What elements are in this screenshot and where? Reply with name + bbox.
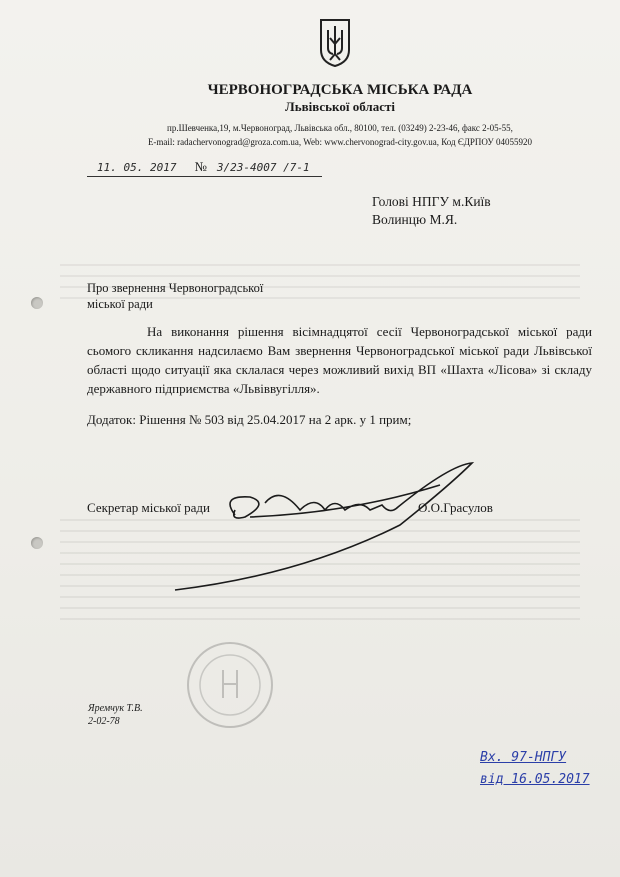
contacts-line: E-mail: radachervonograd@groza.com.ua, Web: www.chervonograd-city.gov.ua, Код ЄДРПОУ 04055920 bbox=[147, 137, 533, 147]
organization-name: ЧЕРВОНОГРАДСЬКА МІСЬКА РАДА bbox=[207, 82, 473, 98]
registration-line bbox=[87, 158, 322, 177]
coat-of-arms-icon bbox=[318, 18, 352, 68]
recipient-name: Волинцю М.Я. bbox=[372, 212, 458, 227]
signer-name: О.О.Грасулов bbox=[418, 500, 493, 515]
contacts-block bbox=[100, 121, 580, 149]
address-line: пр.Шевченка,19, м.Червоноград, Львівська обл., 80100, тел. (03249) 2-23-46, факс 2-05-55, bbox=[167, 123, 513, 133]
executor-name: Яремчук Т.В. bbox=[88, 703, 143, 714]
subject-block bbox=[87, 280, 263, 312]
attachment-line: Додаток: Рішення № 503 від 25.04.2017 на 2 арк. у 1 прим; bbox=[87, 412, 412, 427]
incoming-date: від 16.05.2017 bbox=[480, 772, 590, 787]
subject-line: міської ради bbox=[87, 297, 153, 311]
ghost-text bbox=[400, 40, 408, 74]
organization-region: Львівської області bbox=[285, 99, 395, 114]
seal-stamp bbox=[185, 640, 275, 730]
recipient-title: Голові НПГУ м.Київ bbox=[372, 194, 491, 209]
incoming-number: Вх. 97-НПГУ bbox=[480, 750, 567, 765]
number-sign: № bbox=[194, 159, 207, 174]
signature-position: Секретар міської ради bbox=[87, 500, 210, 515]
punch-hole bbox=[31, 537, 43, 549]
registration-date: 11. 05. 2017 bbox=[97, 161, 177, 174]
registration-number: 3/23-4007 /7-1 bbox=[216, 161, 310, 174]
punch-hole bbox=[31, 297, 43, 309]
subject-line: Про звернення Червоноградської bbox=[87, 281, 264, 295]
executor-block bbox=[88, 702, 143, 728]
handwritten-signature bbox=[150, 455, 480, 595]
body-paragraph: На виконання рішення вісімнадцятої сесії Червоноградської міської ради сьомого скликання надсилаємо Вам звернення Червоноградської міської ради Львівської області щодо ситуації яка склалася через можливий вихід ВП «Шахта «Лісова» зі складу державного підприємства «Львіввугілля». bbox=[87, 324, 592, 396]
executor-phone: 2-02-78 bbox=[88, 716, 120, 727]
incoming-registration-stamp bbox=[480, 747, 590, 791]
recipient-block bbox=[372, 193, 491, 229]
